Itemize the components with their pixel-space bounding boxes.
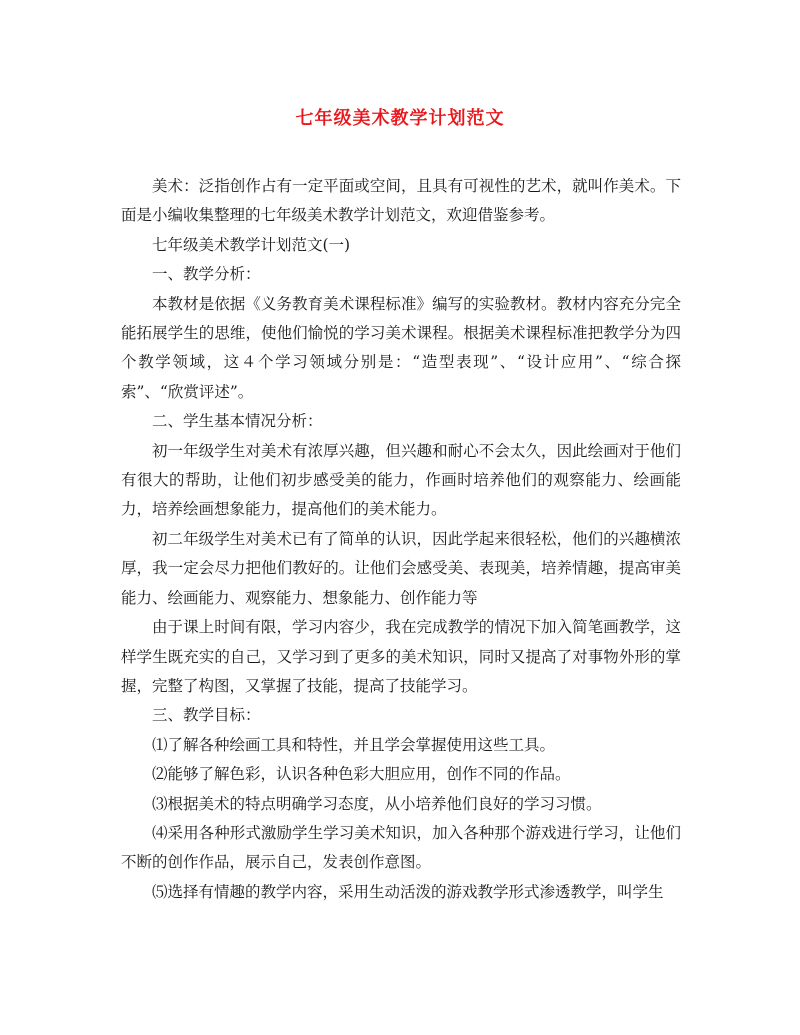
paragraph-section-heading: 七年级美术教学计划范文(一) xyxy=(152,235,351,254)
paragraph-heading-students: 二、学生基本情况分析： xyxy=(152,412,323,431)
paragraph-analysis: 本教材是依据《义务教育美术课程标准》编写的实验教材。教材内容充分完全能拓展学生的思维，使他们愉悦的学习美术课程。根据美术课程标准把教学分为四个教学领域，这４个学习领域分别是：“造型表现”、“设计应用”、“综合探索”、“欣赏评述”。 xyxy=(121,294,681,401)
paragraph-heading-goals: 三、教学目标： xyxy=(152,706,261,725)
paragraph-goal-5: ⑸选择有情趣的教学内容，采用生动活泼的游戏教学形式渗透教学，叫学生 xyxy=(152,882,664,901)
paragraph-grade-two: 初二年级学生对美术已有了简单的认识，因此学起来很轻松，他们的兴趣横浓厚，我一定会尽力把他们教好的。让他们会感受美、表现美，培养情趣，提高审美能力、绘画能力、观察能力、想象能力、创作能力等 xyxy=(121,529,681,607)
paragraph-goal-1: ⑴了解各种绘画工具和特性，并且学会掌握使用这些工具。 xyxy=(152,735,556,754)
paragraph-grade-one: 初一年级学生对美术有浓厚兴趣，但兴趣和耐心不会太久，因此绘画对于他们有很大的帮助，让他们初步感受美的能力，作画时培养他们的观察能力、绘画能力，培养绘画想象能力，提高他们的美术能力。 xyxy=(121,441,681,519)
paragraph-heading-analysis: 一、教学分析： xyxy=(152,265,261,284)
paragraph-intro: 美术：泛指创作占有一定平面或空间，且具有可视性的艺术，就叫作美术。下面是小编收集整理的七年级美术教学计划范文，欢迎借鉴参考。 xyxy=(121,177,681,225)
document-body xyxy=(121,172,681,907)
paragraph-goal-3: ⑶根据美术的特点明确学习态度，从小培养他们良好的学习习惯。 xyxy=(152,794,602,813)
paragraph-time-limit: 由于课上时间有限，学习内容少，我在完成教学的情况下加入简笔画教学，这样学生既充实的自己，又学习到了更多的美术知识，同时又提高了对事物外形的掌握，完整了构图，又掌握了技能，提高了技能学习。 xyxy=(121,618,681,695)
paragraph-goal-4: ⑷采用各种形式激励学生学习美术知识，加入各种那个游戏进行学习，让他们不断的创作作品，展示自己，发表创作意图。 xyxy=(121,823,681,872)
document-title: 七年级美术教学计划范文 xyxy=(295,108,505,129)
paragraph-goal-2: ⑵能够了解色彩，认识各种色彩大胆应用，创作不同的作品。 xyxy=(152,765,571,784)
